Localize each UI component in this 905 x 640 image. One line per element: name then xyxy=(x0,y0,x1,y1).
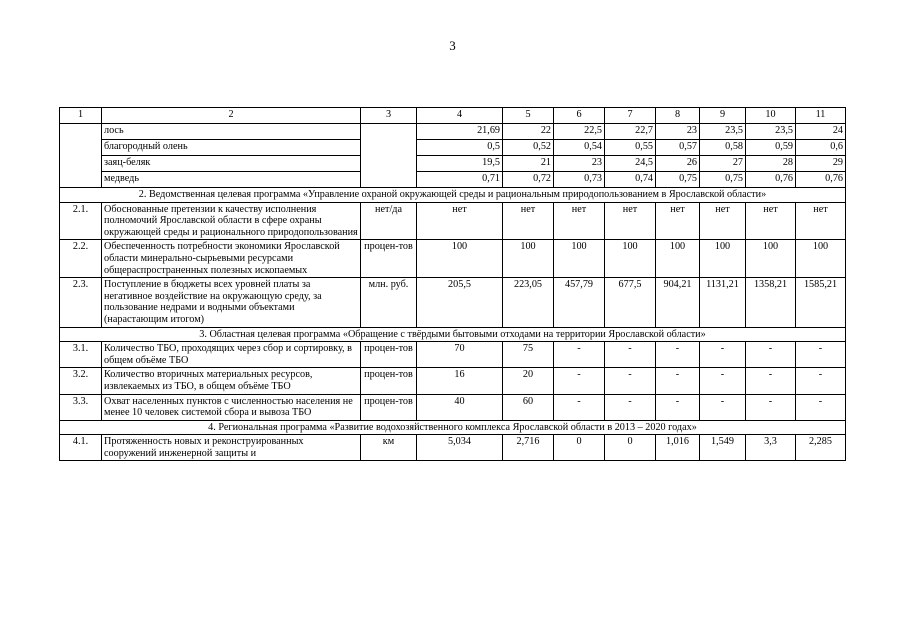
value-cell: 0,52 xyxy=(503,140,554,156)
unit-cell: процен-тов xyxy=(361,394,417,420)
value-cell: 23 xyxy=(554,156,605,172)
value-cell: нет xyxy=(417,202,503,240)
value-cell: 22,5 xyxy=(554,124,605,140)
header-cell: 8 xyxy=(656,108,700,124)
value-cell: 21,69 xyxy=(417,124,503,140)
header-cell: 7 xyxy=(605,108,656,124)
indicator-name: Обоснованные претензии к качеству исполнения полномочий Ярославской области в сфере охраны окружающей среды и рационального природопользования xyxy=(102,202,361,240)
value-cell: 19,5 xyxy=(417,156,503,172)
row-number: 2.2. xyxy=(60,240,102,278)
section-title-row xyxy=(60,420,846,435)
value-cell: 0,55 xyxy=(605,140,656,156)
table-row xyxy=(60,368,846,394)
row-number-cell xyxy=(60,124,102,188)
indicator-name: Поступление в бюджеты всех уровней платы за негативное воздействие на окружающую среду, за пользование недрами и водными объектами (нарастающим итогом) xyxy=(102,278,361,327)
value-cell: 0,59 xyxy=(746,140,796,156)
value-cell: - xyxy=(554,342,605,368)
header-cell: 1 xyxy=(60,108,102,124)
table-row xyxy=(60,240,846,278)
value-cell: 0 xyxy=(605,435,656,461)
table-row xyxy=(60,342,846,368)
section-title: 2. Ведомственная целевая программа «Управление охраной окружающей среды и рациональным природопользованием в Ярославской области» xyxy=(60,188,846,203)
section-title-row xyxy=(60,188,846,203)
value-cell: 2,716 xyxy=(503,435,554,461)
row-number: 3.1. xyxy=(60,342,102,368)
value-cell: - xyxy=(554,368,605,394)
header-cell: 4 xyxy=(417,108,503,124)
value-cell: 0,73 xyxy=(554,172,605,188)
value-cell: нет xyxy=(796,202,846,240)
value-cell: 70 xyxy=(417,342,503,368)
value-cell: 1585,21 xyxy=(796,278,846,327)
value-cell: 28 xyxy=(746,156,796,172)
value-cell: 223,05 xyxy=(503,278,554,327)
table-row xyxy=(60,394,846,420)
value-cell: 0,6 xyxy=(796,140,846,156)
value-cell: - xyxy=(746,342,796,368)
value-cell: нет xyxy=(746,202,796,240)
value-cell: 100 xyxy=(503,240,554,278)
value-cell: 1131,21 xyxy=(700,278,746,327)
value-cell: - xyxy=(746,368,796,394)
value-cell: 457,79 xyxy=(554,278,605,327)
unit-cell: км xyxy=(361,435,417,461)
value-cell: 22 xyxy=(503,124,554,140)
value-cell: 40 xyxy=(417,394,503,420)
value-cell: 0,76 xyxy=(746,172,796,188)
value-cell: 100 xyxy=(417,240,503,278)
value-cell: 1,549 xyxy=(700,435,746,461)
value-cell: 0,75 xyxy=(656,172,700,188)
indicator-name: медведь xyxy=(102,172,361,188)
header-cell: 10 xyxy=(746,108,796,124)
indicator-name: лось xyxy=(102,124,361,140)
value-cell: 5,034 xyxy=(417,435,503,461)
value-cell: 0,72 xyxy=(503,172,554,188)
table-row xyxy=(60,156,846,172)
section-title: 3. Областная целевая программа «Обращение с твёрдыми бытовыми отходами на территории Ярославской области» xyxy=(60,327,846,342)
value-cell: 100 xyxy=(796,240,846,278)
header-cell: 2 xyxy=(102,108,361,124)
value-cell: 23,5 xyxy=(700,124,746,140)
value-cell: 75 xyxy=(503,342,554,368)
header-cell: 6 xyxy=(554,108,605,124)
value-cell: - xyxy=(656,368,700,394)
unit-cell: нет/да xyxy=(361,202,417,240)
value-cell: - xyxy=(605,368,656,394)
value-cell: 1,016 xyxy=(656,435,700,461)
table-row xyxy=(60,172,846,188)
section-title-row xyxy=(60,327,846,342)
section-title: 4. Региональная программа «Развитие водохозяйственного комплекса Ярославской области в 2013 – 2020 годах» xyxy=(60,420,846,435)
header-cell: 9 xyxy=(700,108,746,124)
row-number: 2.1. xyxy=(60,202,102,240)
value-cell: 0,5 xyxy=(417,140,503,156)
table-row xyxy=(60,435,846,461)
value-cell: 3,3 xyxy=(746,435,796,461)
value-cell: - xyxy=(746,394,796,420)
value-cell: 0,71 xyxy=(417,172,503,188)
indicator-name: Обеспеченность потребности экономики Ярославской области минерально-сырьевыми ресурсами общераспространенных полезных ископаемых xyxy=(102,240,361,278)
row-number: 3.3. xyxy=(60,394,102,420)
unit-cell: процен-тов xyxy=(361,342,417,368)
value-cell: 100 xyxy=(700,240,746,278)
value-cell: 100 xyxy=(746,240,796,278)
table-row xyxy=(60,202,846,240)
header-cell: 3 xyxy=(361,108,417,124)
value-cell: - xyxy=(700,394,746,420)
indicator-name: Охват населенных пунктов с численностью населения не менее 10 человек системой сбора и вывоза ТБО xyxy=(102,394,361,420)
value-cell: 20 xyxy=(503,368,554,394)
value-cell: 904,21 xyxy=(656,278,700,327)
value-cell: 23 xyxy=(656,124,700,140)
value-cell: 24 xyxy=(796,124,846,140)
value-cell: нет xyxy=(503,202,554,240)
value-cell: 0,74 xyxy=(605,172,656,188)
value-cell: 0,58 xyxy=(700,140,746,156)
value-cell: 0,57 xyxy=(656,140,700,156)
value-cell: 23,5 xyxy=(746,124,796,140)
indicator-name: Протяженность новых и реконструированных сооружений инженерной защиты и xyxy=(102,435,361,461)
value-cell: 205,5 xyxy=(417,278,503,327)
value-cell: 0 xyxy=(554,435,605,461)
indicator-name: заяц-беляк xyxy=(102,156,361,172)
value-cell: 677,5 xyxy=(605,278,656,327)
value-cell: 100 xyxy=(656,240,700,278)
value-cell: 0,76 xyxy=(796,172,846,188)
value-cell: - xyxy=(656,394,700,420)
page-number: 3 xyxy=(449,38,456,53)
value-cell: 21 xyxy=(503,156,554,172)
header-cell: 11 xyxy=(796,108,846,124)
row-number: 2.3. xyxy=(60,278,102,327)
indicator-name: Количество ТБО, проходящих через сбор и сортировку, в общем объёме ТБО xyxy=(102,342,361,368)
value-cell: - xyxy=(700,368,746,394)
value-cell: 26 xyxy=(656,156,700,172)
value-cell: нет xyxy=(700,202,746,240)
table-row xyxy=(60,140,846,156)
table-header-row xyxy=(60,108,846,124)
value-cell: 27 xyxy=(700,156,746,172)
indicator-name: благородный олень xyxy=(102,140,361,156)
value-cell: - xyxy=(796,342,846,368)
unit-cell: процен-тов xyxy=(361,240,417,278)
value-cell: 100 xyxy=(605,240,656,278)
indicators-table xyxy=(59,107,846,461)
indicator-name: Количество вторичных материальных ресурсов, извлекаемых из ТБО, в общем объёме ТБО xyxy=(102,368,361,394)
unit-cell: процен-тов xyxy=(361,368,417,394)
value-cell: нет xyxy=(605,202,656,240)
row-number: 3.2. xyxy=(60,368,102,394)
value-cell: - xyxy=(796,394,846,420)
value-cell: - xyxy=(605,342,656,368)
value-cell: 0,75 xyxy=(700,172,746,188)
value-cell: 0,54 xyxy=(554,140,605,156)
value-cell: - xyxy=(554,394,605,420)
value-cell: 60 xyxy=(503,394,554,420)
value-cell: нет xyxy=(656,202,700,240)
value-cell: - xyxy=(796,368,846,394)
value-cell: нет xyxy=(554,202,605,240)
header-cell: 5 xyxy=(503,108,554,124)
unit-cell: млн. руб. xyxy=(361,278,417,327)
value-cell: 100 xyxy=(554,240,605,278)
value-cell: - xyxy=(700,342,746,368)
unit-cell xyxy=(361,124,417,188)
value-cell: 22,7 xyxy=(605,124,656,140)
value-cell: - xyxy=(656,342,700,368)
value-cell: 16 xyxy=(417,368,503,394)
value-cell: - xyxy=(605,394,656,420)
value-cell: 24,5 xyxy=(605,156,656,172)
row-number: 4.1. xyxy=(60,435,102,461)
value-cell: 2,285 xyxy=(796,435,846,461)
value-cell: 29 xyxy=(796,156,846,172)
table-row xyxy=(60,278,846,327)
value-cell: 1358,21 xyxy=(746,278,796,327)
table-row xyxy=(60,124,846,140)
